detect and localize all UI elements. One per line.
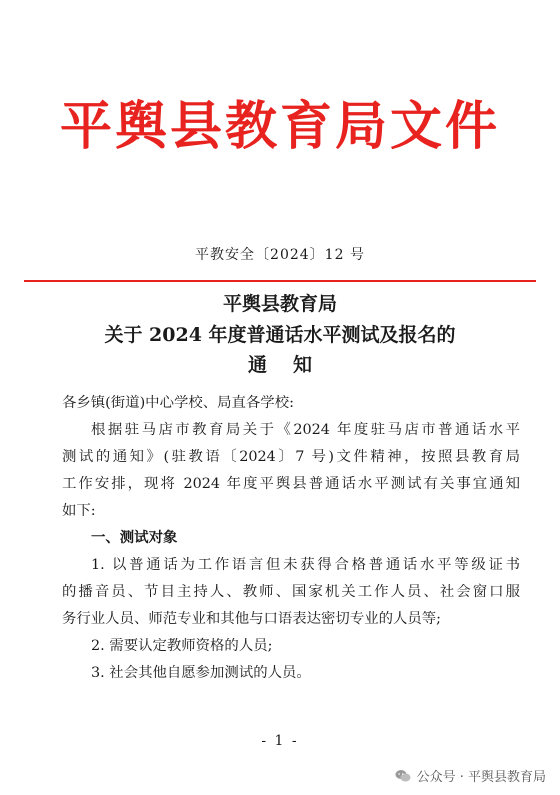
list-item-2: 2. 需要认定教师资格的人员;	[91, 638, 273, 654]
list-item-3: 3. 社会其他自愿参加测试的人员。	[91, 665, 311, 681]
wechat-icon	[395, 769, 411, 783]
title-line-1: 平舆县教育局	[222, 293, 337, 315]
salutation: 各乡镇(街道)中心学校、局直各学校:	[62, 395, 294, 411]
watermark-text: 公众号 · 平舆县教育局	[416, 770, 546, 785]
document-number: 平教安全〔2024〕12 号	[195, 247, 365, 263]
masthead-title: 平舆县教育局文件	[59, 97, 500, 157]
item-line: 1. 以普通话为工作语言但未获得合格普通话水平等级证书	[91, 557, 520, 573]
intro-line: 测试的通知》(驻教语〔2024〕7 号)文件精神，按照县教育局	[62, 449, 520, 465]
red-divider	[24, 280, 536, 282]
intro-line: 如下:	[62, 503, 96, 519]
section-heading: 一、测试对象	[91, 530, 178, 546]
item-line: 务行业人员、师范专业和其他与口语表达密切专业的人员等;	[62, 611, 442, 627]
item-line: 的播音员、节目主持人、教师、国家机关工作人员、社会窗口服	[62, 584, 520, 600]
page-number: - 1 -	[261, 733, 299, 749]
intro-line: 根据驻马店市教育局关于《2024 年度驻马店市普通话水平	[91, 422, 520, 438]
watermark	[395, 766, 546, 785]
list-item-1	[62, 552, 520, 633]
intro-paragraph	[62, 417, 520, 525]
title-line-2: 关于 2024 年度普通话水平测试及报名的	[104, 324, 456, 346]
intro-line: 工作安排，现将 2024 年度平舆县普通话水平测试有关事宜通知	[62, 476, 520, 492]
document-body	[62, 390, 520, 687]
title-line-3: 通知	[247, 354, 338, 376]
